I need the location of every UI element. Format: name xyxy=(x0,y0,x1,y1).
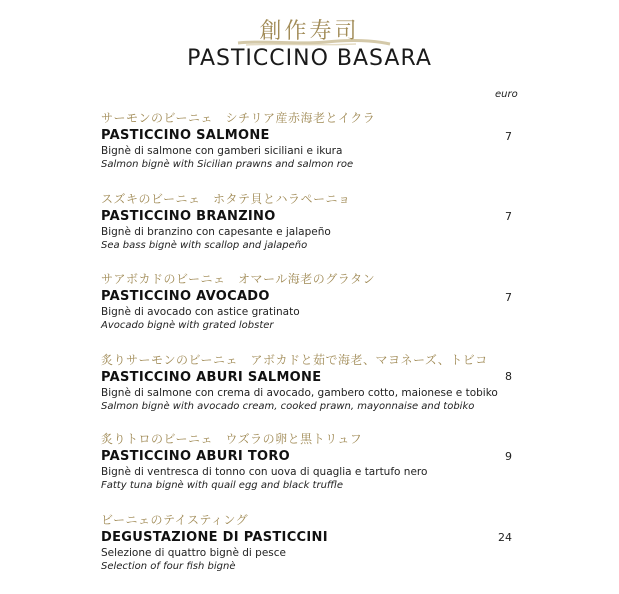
item-name: PASTICCINO ABURI TORO xyxy=(101,449,291,464)
menu-item xyxy=(101,270,531,331)
item-name: PASTICCINO AVOCADO xyxy=(101,289,270,304)
item-description-italian: Bignè di avocado con astice gratinato xyxy=(101,306,300,318)
item-price: 7 xyxy=(505,130,512,143)
item-price: 7 xyxy=(505,210,512,223)
item-japanese-name: サーモンのビーニェ シチリア産赤海老とイクラ xyxy=(101,111,376,125)
item-description-english: Salmon bignè with avocado cream, cooked prawn, mayonnaise and tobiko xyxy=(101,401,475,412)
item-description-english: Sea bass bignè with scallop and jalapeño xyxy=(101,240,308,251)
currency-label: euro xyxy=(495,89,518,100)
item-name: DEGUSTAZIONE DI PASTICCINI xyxy=(101,530,328,545)
item-price: 24 xyxy=(498,531,512,544)
item-description-english: Avocado bignè with grated lobster xyxy=(101,320,274,331)
menu-item xyxy=(101,351,531,412)
item-description-italian: Bignè di ventresca di tonno con uova di quaglia e tartufo nero xyxy=(101,466,428,478)
item-japanese-name: スズキのビーニェ ホタテ貝とハラペーニョ xyxy=(101,192,351,206)
item-name: PASTICCINO BRANZINO xyxy=(101,209,276,224)
japanese-title: 創作寿司 xyxy=(259,19,360,44)
item-name: PASTICCINO ABURI SALMONE xyxy=(101,370,322,385)
menu-item xyxy=(101,430,531,491)
item-name: PASTICCINO SALMONE xyxy=(101,128,270,143)
item-price: 9 xyxy=(505,450,512,463)
page-title: PASTICCINO BASARA xyxy=(187,46,432,71)
item-japanese-name: サアボカドのビーニェ オマール海老のグラタン xyxy=(101,272,376,286)
item-description-italian: Bignè di salmone con crema di avocado, gambero cotto, maionese e tobiko xyxy=(101,387,498,399)
item-description-english: Fatty tuna bignè with quail egg and black truffle xyxy=(101,480,344,491)
item-description-english: Selection of four fish bignè xyxy=(101,561,236,572)
item-price: 8 xyxy=(505,370,512,383)
item-japanese-name: 炙りトロのビーニェ ウズラの卵と黒トリュフ xyxy=(101,432,363,446)
item-description-italian: Bignè di salmone con gamberi siciliani e ikura xyxy=(101,145,343,157)
item-description-italian: Selezione di quattro bignè di pesce xyxy=(101,547,287,559)
menu-item xyxy=(101,109,531,170)
item-price: 7 xyxy=(505,291,512,304)
menu-item xyxy=(101,190,531,251)
item-description-italian: Bignè di branzino con capesante e jalapeño xyxy=(101,226,331,238)
menu-item xyxy=(101,511,531,572)
item-description-english: Salmon bignè with Sicilian prawns and salmon roe xyxy=(101,159,354,170)
item-japanese-name: ビーニェのテイスティング xyxy=(101,513,249,527)
item-japanese-name: 炙りサーモンのビーニェ アボカドと茹で海老、マヨネーズ、トビコ xyxy=(101,353,488,367)
